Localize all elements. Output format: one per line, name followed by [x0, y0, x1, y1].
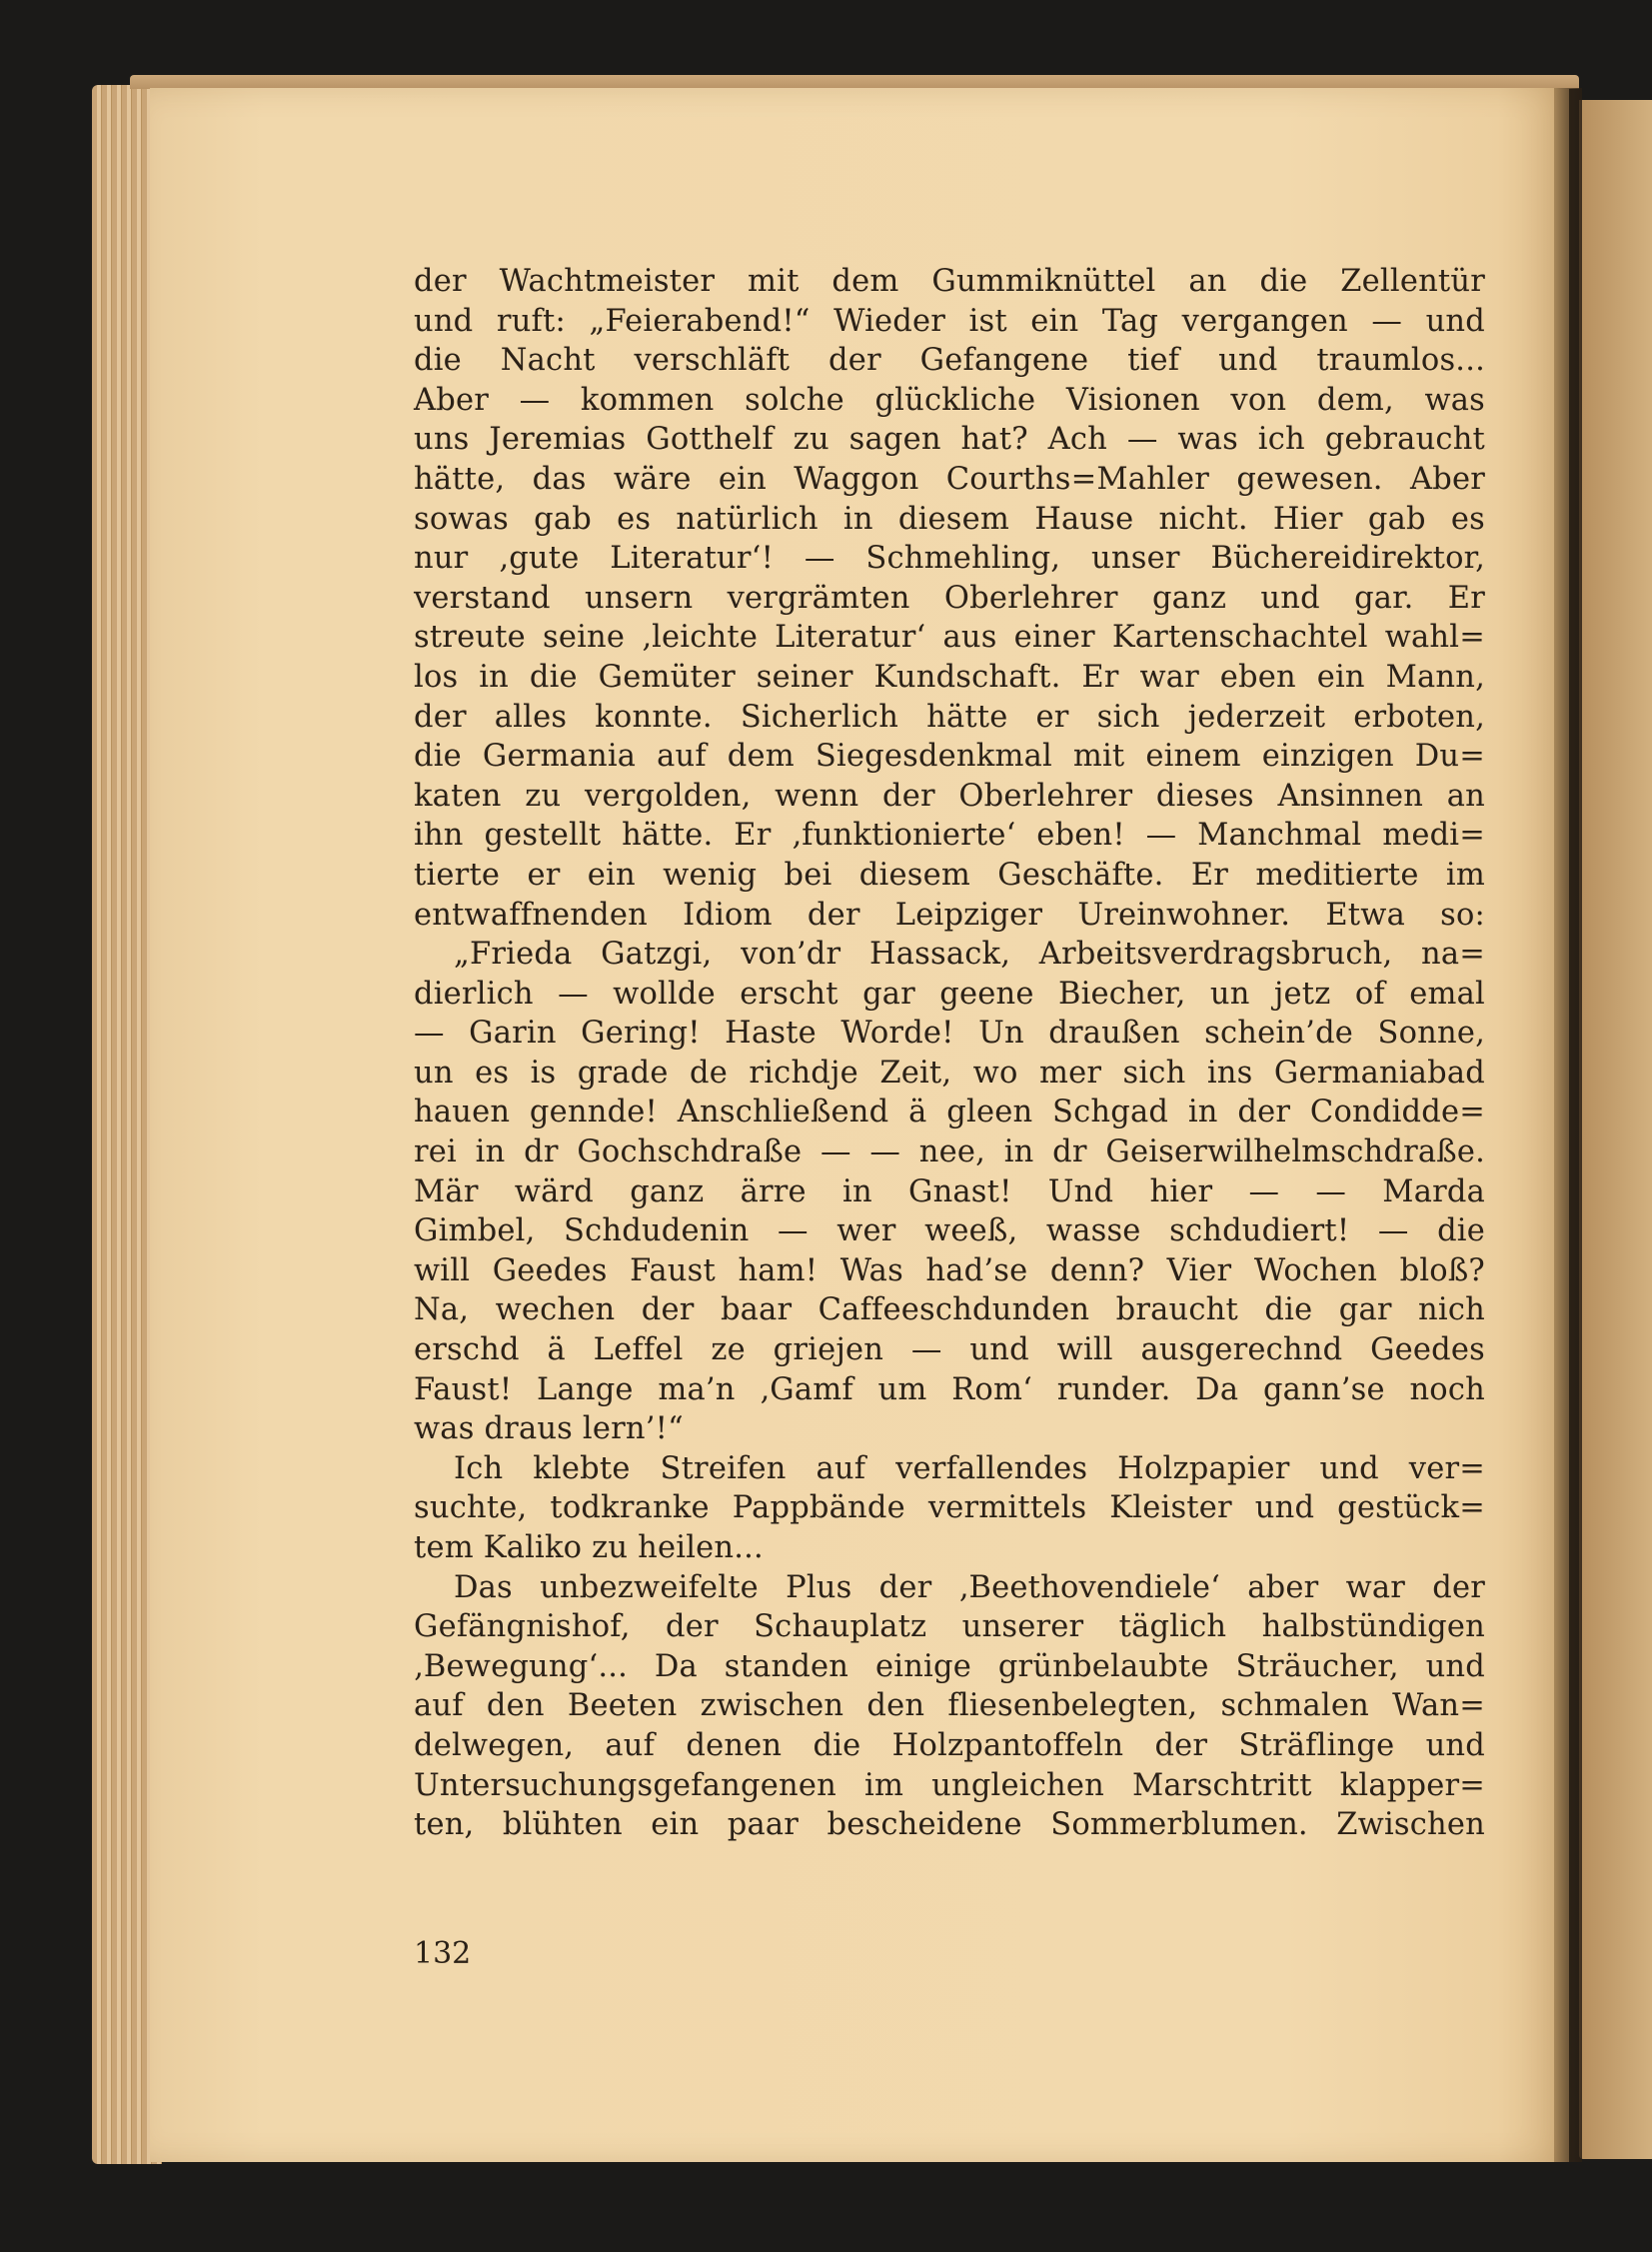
text-line: hätte, das wäre ein Waggon Courths=Mahler gewesen. Aber — [414, 461, 1485, 497]
text-line: suchte, todkranke Pappbände vermittels Kleister und gestück= — [414, 1490, 1485, 1526]
text-line: der Wachtmeister mit dem Gummiknüttel an die Zellentür — [414, 264, 1485, 299]
text-line: der alles konnte. Sicherlich hätte er sich jederzeit erboten, — [414, 699, 1485, 735]
text-line: tierte er ein wenig bei diesem Geschäfte. Er meditierte im — [414, 857, 1485, 893]
body-text — [414, 262, 1485, 1845]
text-line: Das unbezweifelte Plus der ‚Beethovendiele‘ aber war der — [454, 1569, 1485, 1605]
text-line: und ruft: „Feierabend!“ Wieder ist ein Tag vergangen — und — [414, 303, 1485, 339]
text-line: erschd ä Leffel ze griejen — und will ausgerechnd Geedes — [414, 1332, 1485, 1368]
text-line: was draus lern’!“ — [414, 1411, 684, 1447]
text-line: dierlich — wollde erscht gar geene Biecher, un jetz of emal — [414, 976, 1485, 1012]
text-line: sowas gab es natürlich in diesem Hause nicht. Hier gab es — [414, 501, 1485, 537]
text-line: Gimbel, Schdudenin — wer weeß, wasse schdudiert! — die — [414, 1213, 1485, 1249]
text-line: entwaffnenden Idiom der Leipziger Ureinwohner. Etwa so: — [414, 897, 1485, 933]
text-line: — Garin Gering! Haste Worde! Un draußen schein’de Sonne, — [414, 1016, 1485, 1052]
facing-page — [1579, 100, 1652, 2159]
text-line: die Germania auf dem Siegesdenkmal mit einem einzigen Du= — [414, 739, 1485, 775]
text-line: Untersuchungsgefangenen im ungleichen Marschtritt klapper= — [414, 1767, 1485, 1803]
text-line: „Frieda Gatzgi, von’dr Hassack, Arbeitsverdragsbruch, na= — [454, 937, 1485, 973]
page-edges-top — [130, 75, 1579, 89]
text-line: streute seine ‚leichte Literatur‘ aus einer Kartenschachtel wahl= — [414, 620, 1485, 656]
text-line: Gefängnishof, der Schauplatz unserer täglich halbstündigen — [414, 1609, 1485, 1645]
text-line: tem Kaliko zu heilen... — [414, 1530, 764, 1565]
text-line: katen zu vergolden, wenn der Oberlehrer dieses Ansinnen an — [414, 778, 1485, 814]
text-line: Mär wärd ganz ärre in Gnast! Und hier — — Marda — [414, 1173, 1485, 1209]
text-line: hauen gennde! Anschließend ä gleen Schgad in der Condidde= — [414, 1095, 1485, 1130]
text-line: nur ‚gute Literatur‘! — Schmehling, unser Büchereidirektor, — [414, 541, 1485, 577]
text-line: Faust! Lange ma’n ‚Gamf um Rom‘ runder. Da gann’se noch — [414, 1371, 1485, 1407]
text-line: delwegen, auf denen die Holzpantoffeln der Sträflinge und — [414, 1727, 1485, 1763]
text-line: ten, blühten ein paar bescheidene Sommerblumen. Zwischen — [414, 1807, 1485, 1843]
text-line: los in die Gemüter seiner Kundschaft. Er war eben ein Mann, — [414, 659, 1485, 695]
text-line: will Geedes Faust ham! Was had’se denn? Vier Wochen bloß? — [414, 1252, 1485, 1288]
page-number: 132 — [414, 1936, 472, 1971]
text-line: auf den Beeten zwischen den fliesenbelegten, schmalen Wan= — [414, 1688, 1485, 1724]
text-line: verstand unsern vergrämten Oberlehrer ganz und gar. Er — [414, 580, 1485, 616]
text-line: Aber — kommen solche glückliche Visionen von dem, was — [414, 382, 1485, 418]
text-line: ‚Bewegung‘... Da standen einige grünbelaubte Sträucher, und — [414, 1648, 1485, 1684]
text-line: Na, wechen der baar Caffeeschdunden braucht die gar nich — [414, 1292, 1485, 1328]
text-line: die Nacht verschläft der Gefangene tief und traumlos... — [414, 343, 1485, 379]
text-line: ihn gestellt hätte. Er ‚funktionierte‘ eben! — Manchmal medi= — [414, 818, 1485, 854]
text-line: uns Jeremias Gotthelf zu sagen hat? Ach — was ich gebraucht — [414, 422, 1485, 458]
text-line: un es is grade de richdje Zeit, wo mer sich ins Germaniabad — [414, 1055, 1485, 1091]
text-line: Ich klebte Streifen auf verfallendes Holzpapier und ver= — [454, 1450, 1485, 1486]
text-line: rei in dr Gochschdraße — — nee, in dr Geiserwilhelmschdraße. — [414, 1134, 1485, 1170]
gutter-shadow — [1554, 88, 1582, 2162]
